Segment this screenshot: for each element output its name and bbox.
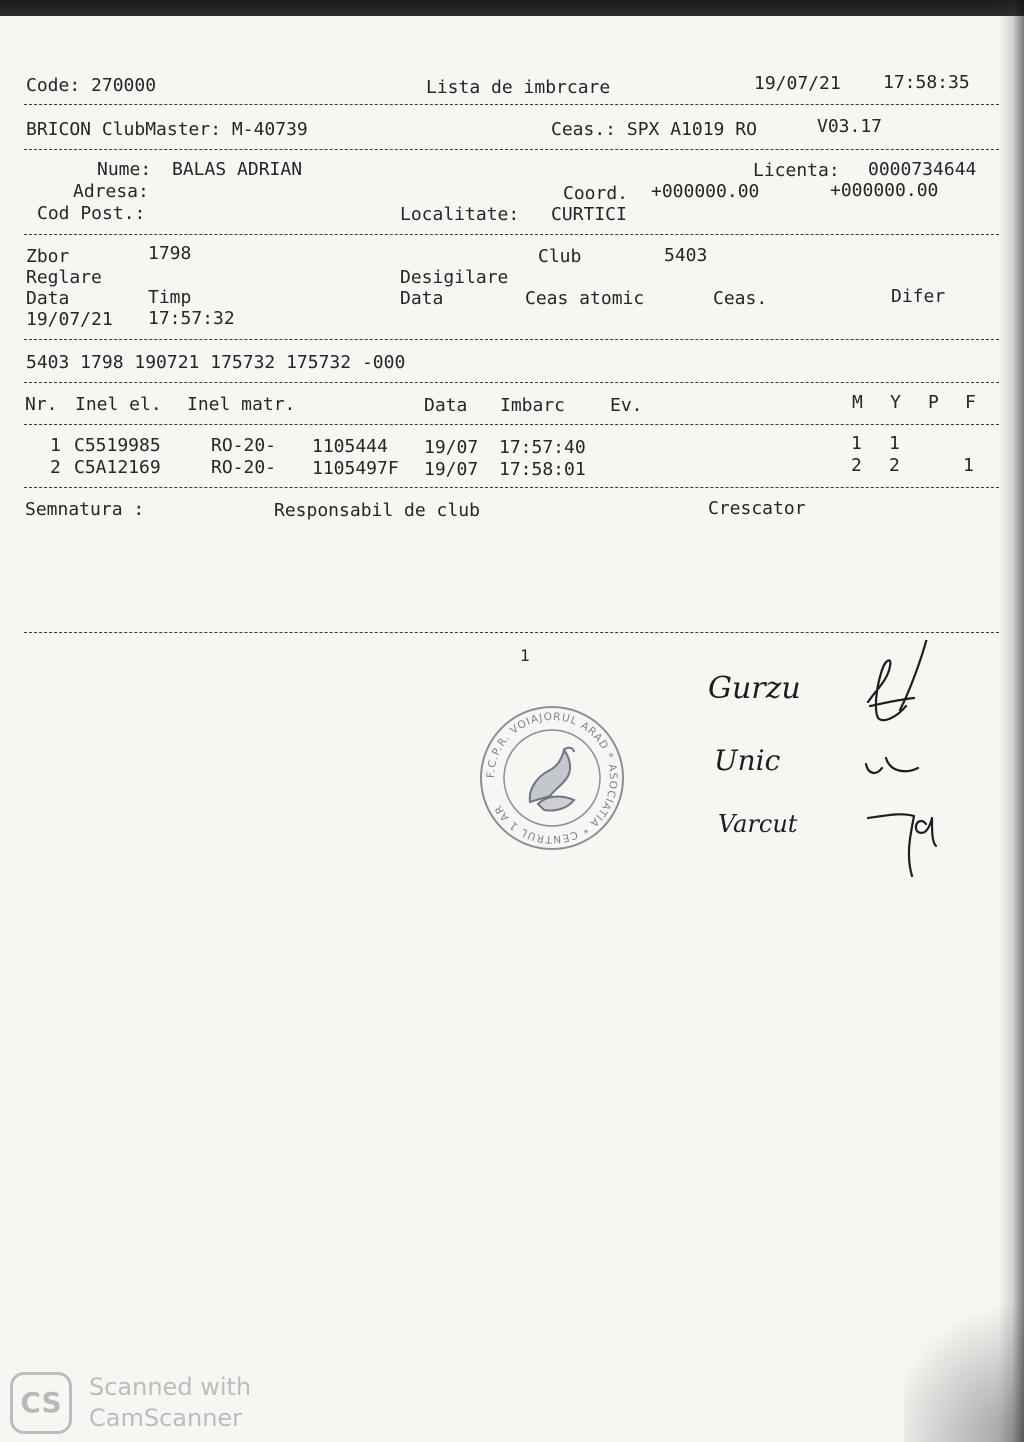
- firmware-version: V03.17: [817, 116, 883, 137]
- document-title: Lista de imbrcare: [426, 77, 611, 98]
- col-data: Data: [424, 395, 468, 416]
- col-nr: Nr.: [25, 394, 58, 415]
- divider: [24, 487, 999, 488]
- handwritten-line-2: Unic: [714, 744, 781, 777]
- row-y: 2: [889, 455, 900, 476]
- row-f: 1: [963, 455, 974, 476]
- row-nr: 1: [50, 435, 61, 456]
- row-nr: 2: [50, 457, 61, 478]
- coord-x: +000000.00: [651, 181, 760, 202]
- locality-value: CURTICI: [551, 204, 627, 225]
- watermark-line-2: CamScanner: [89, 1404, 243, 1432]
- watermark-line-1: Scanned with: [89, 1373, 252, 1401]
- divider: [24, 339, 999, 340]
- col-f: F: [965, 392, 976, 413]
- club-stamp: [478, 704, 626, 852]
- print-date: 19/07/21: [754, 73, 841, 94]
- col-inel-matr: Inel matr.: [187, 394, 296, 415]
- divider: [24, 234, 999, 235]
- row-time: 17:57:40: [499, 437, 586, 458]
- difference-label: Difer: [891, 286, 946, 307]
- row-date: 19/07: [424, 459, 479, 480]
- device-id: BRICON ClubMaster: M-40739: [26, 119, 308, 140]
- club-label: Club: [538, 246, 582, 267]
- divider: [24, 149, 999, 150]
- handwritten-notes: [700, 640, 1000, 880]
- signature-stroke: [916, 818, 936, 846]
- col-imbarc: Imbarc: [500, 395, 566, 416]
- address-label: Adresa:: [73, 181, 149, 202]
- row-m: 1: [851, 433, 862, 454]
- coord-label: Coord.: [563, 183, 629, 204]
- adjust-time: 17:57:32: [148, 308, 235, 329]
- adjust-date: 19/07/21: [26, 309, 113, 330]
- col-p: P: [928, 392, 939, 413]
- code-label: Code: 270000: [26, 75, 157, 96]
- stamp-text: F.C.P.R. VOIAJORUL ARAD * ASOCIATIA * CENTRUL 1 AR: [484, 710, 620, 846]
- print-time: 17:58:35: [883, 72, 970, 93]
- col-m: M: [852, 392, 863, 413]
- camscanner-logo-icon: CS: [10, 1372, 72, 1434]
- signature-label: Semnatura :: [25, 499, 145, 520]
- col-ev: Ev.: [610, 395, 643, 416]
- club-responsible-label: Responsabil de club: [274, 500, 480, 521]
- club-number: 5403: [664, 245, 708, 266]
- row-ring-number: 1105497F: [312, 458, 399, 479]
- row-time: 17:58:01: [499, 459, 586, 480]
- col-y: Y: [890, 392, 901, 413]
- signature-stroke: [866, 758, 918, 773]
- unseal-date-label: Data: [400, 288, 444, 309]
- col-inel-el: Inel el.: [75, 394, 162, 415]
- adjust-date-label: Data: [26, 288, 70, 309]
- divider: [24, 424, 999, 425]
- signature-stroke: [868, 660, 906, 720]
- handwritten-line-1: Gurzu: [708, 671, 801, 706]
- row-ring-prefix: RO-20-: [211, 457, 277, 478]
- scan-edge-shadow: [904, 1282, 1024, 1442]
- pigeon-icon: [530, 748, 574, 811]
- breeder-label: Crescator: [708, 498, 806, 519]
- scan-edge-right: [998, 0, 1024, 1442]
- postcode-label: Cod Post.:: [37, 203, 146, 224]
- scan-edge-top: [0, 0, 1024, 16]
- row-y: 1: [889, 433, 900, 454]
- name-label: Nume:: [97, 159, 152, 180]
- row-m: 2: [851, 455, 862, 476]
- unseal-label: Desigilare: [400, 267, 509, 288]
- adjust-time-label: Timp: [148, 287, 192, 308]
- adjust-label: Reglare: [26, 267, 102, 288]
- camscanner-watermark: [89, 1372, 309, 1434]
- flight-code-line: 5403 1798 190721 175732 175732 -000: [26, 352, 406, 373]
- row-inel-el: C5A12169: [74, 457, 161, 478]
- divider: [24, 382, 999, 383]
- coord-y: +000000.00: [830, 180, 939, 201]
- clock-label: Ceas.: [713, 288, 768, 309]
- handwritten-line-3: Varcut: [718, 810, 798, 838]
- flight-number: 1798: [148, 243, 192, 264]
- locality-label: Localitate:: [400, 204, 520, 225]
- clock-id: Ceas.: SPX A1019 RO: [551, 119, 757, 140]
- divider: [24, 104, 999, 105]
- row-date: 19/07: [424, 437, 479, 458]
- flight-label: Zbor: [26, 246, 70, 267]
- signature-stroke: [868, 814, 914, 876]
- row-ring-number: 1105444: [312, 436, 388, 457]
- page-number: 1: [520, 646, 530, 665]
- atomic-clock-label: Ceas atomic: [525, 288, 645, 309]
- license-number: 0000734644: [868, 159, 977, 180]
- license-label: Licenta:: [753, 160, 840, 181]
- divider: [24, 632, 999, 633]
- fancier-name: BALAS ADRIAN: [172, 159, 303, 180]
- row-inel-el: C5519985: [74, 435, 161, 456]
- row-ring-prefix: RO-20-: [211, 435, 277, 456]
